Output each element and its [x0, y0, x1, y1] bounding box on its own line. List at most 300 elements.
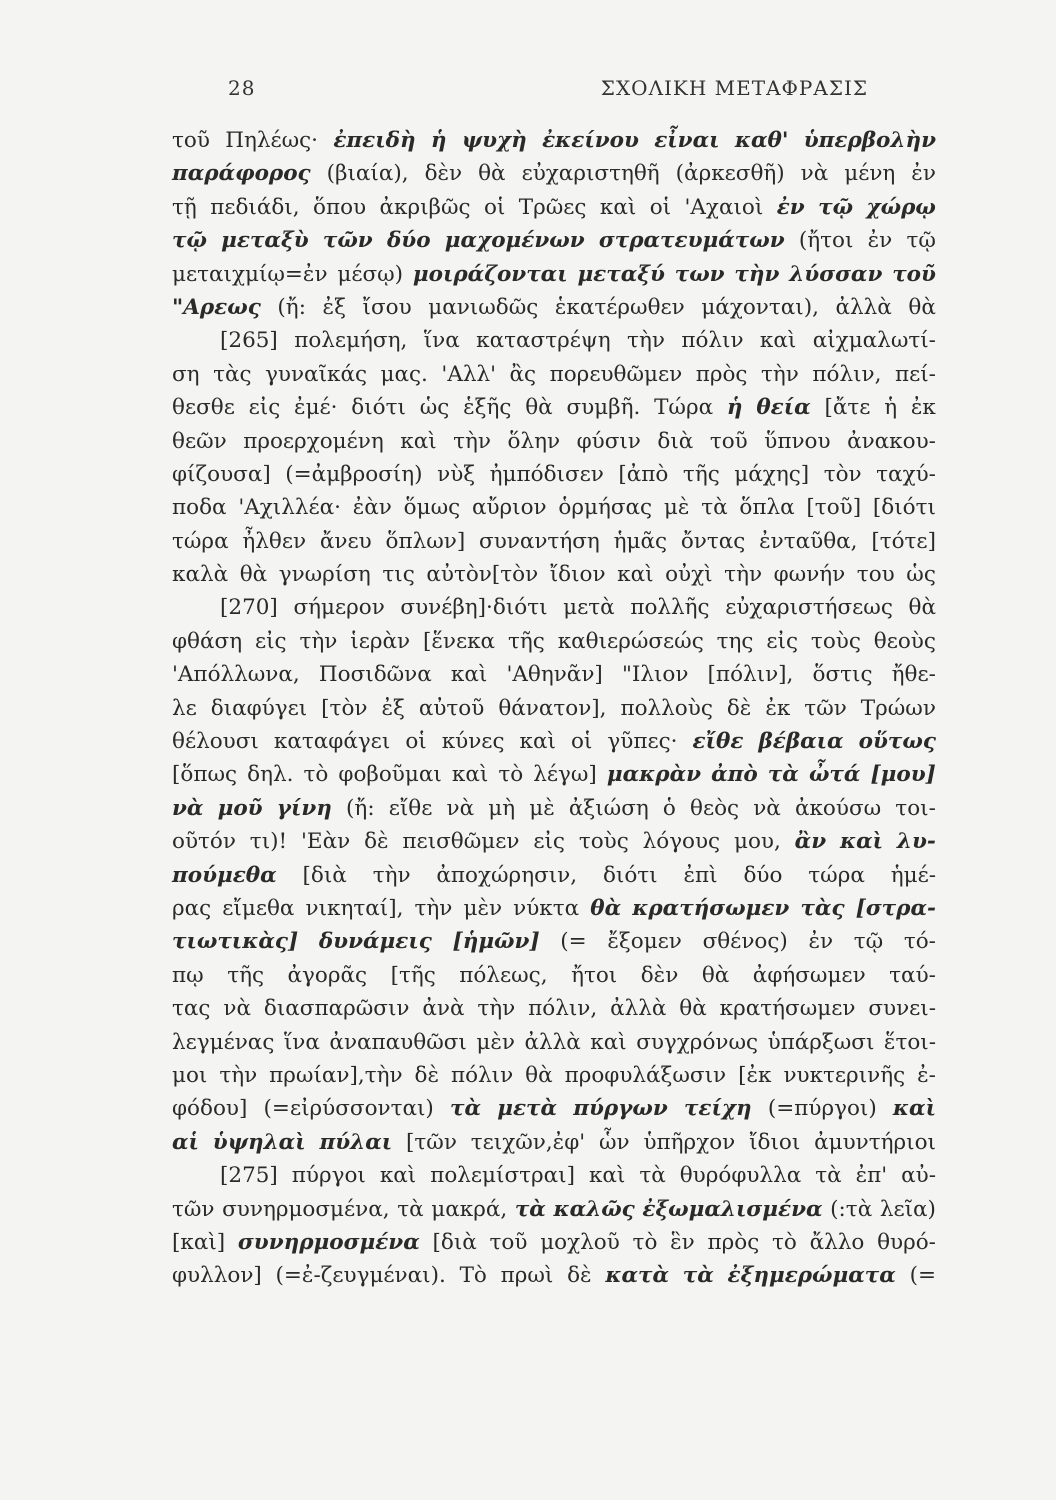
word: φωνήν — [773, 562, 846, 588]
word: [265] — [220, 328, 278, 354]
word: λόγους — [642, 829, 721, 855]
word: τὸ — [772, 1229, 797, 1255]
word: νύκτα — [513, 895, 580, 921]
word: τὰς — [213, 361, 252, 387]
word: ὅλην — [507, 428, 561, 454]
word: καὶ — [450, 662, 488, 688]
word: δὲ — [726, 695, 752, 721]
word: ἐπὶ — [683, 862, 718, 888]
word: πολεμίστραι] — [430, 1163, 575, 1189]
word: τὰς — [800, 895, 845, 921]
word: Πηλέως· — [225, 128, 319, 153]
word: των — [674, 261, 725, 287]
word: ὡς — [906, 562, 936, 588]
word: μοῦ — [217, 795, 263, 821]
word: [μου] — [870, 762, 936, 788]
word: φοβοῦμαι — [338, 762, 442, 788]
word: συγχρόνως — [636, 1029, 759, 1055]
word: ἡμέ- — [890, 862, 936, 888]
word: μοχλοῦ — [540, 1229, 620, 1255]
text-line — [172, 358, 936, 391]
word: ταχύ- — [876, 461, 936, 487]
word: Τὸ — [459, 1263, 487, 1289]
word: λεῖα) — [879, 1196, 936, 1222]
word: ἀξιώση — [568, 795, 649, 821]
word: (ἤτοι — [798, 228, 854, 254]
word: τὴν — [453, 428, 492, 454]
word: τὰ — [450, 1096, 482, 1122]
text-line — [172, 425, 936, 458]
word: τὴν — [299, 628, 338, 654]
word: ἕτοι- — [883, 1029, 936, 1055]
word: καὶ — [590, 1029, 627, 1055]
word: τῷ — [818, 194, 854, 220]
word: θὰ — [679, 996, 707, 1022]
word: [ἀπὸ — [618, 461, 669, 487]
word: 'Αχιλλέα· — [238, 495, 341, 521]
word: συμβῆ. — [566, 395, 641, 421]
word: εἴθε — [692, 729, 744, 755]
word: ἀκούσω — [794, 795, 882, 821]
word: εἴμεθα — [222, 895, 295, 921]
word: δὲ — [414, 1062, 439, 1088]
word: θὰ — [478, 161, 506, 187]
word: θὰ — [701, 962, 730, 988]
word: γῦπες· — [607, 729, 678, 755]
word: πόλιν — [450, 1062, 514, 1088]
word: φόδου] — [172, 1096, 248, 1122]
word: καὶ — [400, 428, 437, 454]
page-number: 28 — [228, 76, 256, 100]
word: ἐκ — [910, 395, 936, 421]
word: 'Αχαιοὶ — [684, 194, 764, 220]
word: κρατήσωμεν — [719, 996, 856, 1022]
word: μεταξὺ — [221, 228, 309, 254]
word: εἰς — [766, 628, 799, 654]
word: συνηρμοσμένα — [237, 1229, 420, 1255]
text-line — [172, 1126, 936, 1159]
text-line — [172, 859, 936, 892]
word: μανιωδῶς — [428, 294, 539, 320]
word: ἐν — [776, 194, 805, 220]
word: [ἄτε — [824, 395, 871, 421]
text-line — [172, 825, 936, 858]
text-line — [172, 391, 936, 424]
word: πολλῆς — [630, 595, 710, 621]
word: Ποσιδῶνα — [318, 662, 432, 688]
word: ὅπου — [313, 194, 367, 220]
word: θεσθε — [172, 395, 235, 421]
word: μὲν — [463, 895, 503, 921]
word: τὸ — [303, 762, 329, 788]
word: ἤτοι — [571, 962, 618, 988]
text-line — [172, 591, 936, 624]
word: (=πύργοι) — [767, 1096, 877, 1122]
word: σθένος) — [702, 929, 788, 955]
word: τὴν — [627, 328, 665, 354]
text-line — [172, 558, 936, 591]
word: θὰ — [525, 1062, 553, 1088]
word: δυνάμεις — [318, 929, 432, 955]
word: νὰ — [753, 795, 781, 821]
word: [διότι — [872, 495, 936, 521]
word: λυ- — [896, 829, 936, 855]
word: καλῶς — [553, 1196, 635, 1222]
word: βέβαια — [758, 729, 844, 755]
text-line — [172, 258, 936, 291]
word: τοῦ — [489, 1229, 528, 1255]
text-line — [172, 1059, 936, 1092]
word: αὔριον — [471, 495, 547, 521]
word: δὲ — [364, 829, 389, 855]
word: [στρα- — [855, 895, 936, 921]
word: πῳ — [172, 962, 204, 988]
word: οὕτως — [858, 729, 936, 755]
word: ἑξῆς — [463, 395, 512, 421]
text-line — [172, 291, 936, 324]
word: ἑκατέρωθεν — [554, 294, 685, 320]
word: καὶ — [379, 1163, 417, 1189]
word: τὴν — [414, 895, 453, 921]
word: μάχονται), — [701, 294, 819, 320]
word: [τὸν — [321, 695, 368, 721]
word: μακρὰν — [606, 762, 702, 788]
word: μαχομένων — [444, 228, 585, 254]
word: μου, — [733, 829, 781, 855]
word: καὶ — [519, 729, 556, 755]
word: τὸν — [823, 461, 862, 487]
word: καλὰ — [172, 562, 229, 588]
text-line — [172, 491, 936, 524]
word: αἰχμαλωτί- — [812, 328, 936, 354]
word: κατὰ — [605, 1263, 669, 1289]
word: (βιαία), — [326, 161, 409, 187]
word: τοι- — [895, 795, 936, 821]
word: πύργοι — [291, 1163, 366, 1189]
word: καὶ — [839, 829, 884, 855]
text-line — [172, 157, 936, 190]
word: ἀλλὰ — [610, 996, 667, 1022]
word: θὰ — [908, 595, 936, 621]
word: θεῶν — [172, 428, 227, 454]
word: ἐν — [911, 161, 936, 187]
word: "Ιλιον — [621, 662, 689, 688]
word: ἄλλο — [809, 1229, 865, 1255]
word: [διὰ — [302, 862, 347, 888]
word: ἄνευ — [319, 528, 372, 554]
word: πεδιάδι, — [210, 194, 300, 220]
word: ταύ- — [889, 962, 936, 988]
word: θεὸς — [690, 795, 740, 821]
word: καὶ — [588, 1163, 626, 1189]
word: ἡ — [726, 395, 743, 421]
word: ἀγορᾶς — [287, 962, 368, 988]
word: ση — [172, 361, 200, 387]
word: τὰ — [701, 495, 728, 521]
word: οὐχὶ — [665, 562, 713, 588]
word: γυναῖκάς — [265, 361, 367, 387]
word: πρωίαν],τὴν — [269, 1062, 403, 1088]
word: μοιράζονται — [412, 261, 568, 287]
word: τὸ — [632, 1229, 658, 1255]
word: ἐπ' — [855, 1163, 888, 1189]
word: δύο — [743, 862, 783, 888]
word: ἀκριβῶς — [379, 194, 471, 220]
word: δὲ — [567, 1263, 592, 1289]
word: τειχῶν,ἐφ' — [470, 1129, 586, 1155]
word: ἀφήσωμεν — [752, 962, 866, 988]
word: πεισθῶμεν — [402, 829, 520, 855]
word: φθάση — [172, 628, 243, 654]
word: πρωὶ — [500, 1263, 554, 1289]
word: φύσιν — [576, 428, 641, 454]
word: του — [856, 562, 895, 588]
word: ἐπειδὴ — [333, 128, 416, 153]
word: (= — [909, 1263, 936, 1289]
text-line — [172, 1193, 936, 1226]
word: τῷ — [853, 929, 884, 955]
text-line — [172, 1259, 936, 1292]
word: τὴν — [734, 261, 780, 287]
word: θυρό- — [877, 1229, 936, 1255]
word: λε — [172, 695, 197, 721]
word: νὺξ — [437, 461, 476, 487]
word: διότι — [351, 395, 406, 421]
word: σήμερον — [293, 595, 385, 621]
word: [ἐκ — [738, 1062, 772, 1088]
word: φίζουσα] — [172, 461, 271, 487]
word: ἡ — [884, 395, 898, 421]
word: κρατήσωμεν — [632, 895, 790, 921]
word: πόλιν, — [528, 996, 598, 1022]
word: θυρόφυλλα — [679, 1163, 802, 1189]
text-line — [172, 1226, 936, 1259]
word: τὸ — [498, 762, 524, 788]
word: ὁρμήσας — [558, 495, 653, 521]
word: ἀλλὰ — [524, 1029, 581, 1055]
word: τὴν — [724, 562, 763, 588]
word: θεία — [756, 395, 811, 421]
running-title: ΣΧΟΛΙΚΗ ΜΕΤΑΦΡΑΣΙΣ — [600, 76, 868, 100]
word: τὰ — [767, 762, 799, 788]
word: οῦτόν — [172, 829, 236, 855]
word: ὅπλων] — [385, 528, 466, 554]
word: πύργων — [573, 1096, 668, 1122]
word: ἡ — [430, 128, 447, 153]
word: μέσῳ) — [337, 261, 404, 287]
word: (=εἰρύσσονται) — [263, 1096, 434, 1122]
word: θέλουσι — [172, 729, 259, 755]
word: ἠμπόδισεν — [489, 461, 604, 487]
word: [ὅπως — [172, 762, 238, 788]
word: (=ἐ-ζευγμέναι). — [275, 1263, 446, 1289]
word: τιωτικὰς] — [172, 929, 299, 955]
word: μὲ — [663, 495, 690, 521]
word: τι)! — [249, 829, 288, 855]
word: εἶναι — [654, 128, 720, 153]
word: νὰ — [446, 795, 475, 821]
word: ἐξωμαλισμένα — [642, 1196, 823, 1222]
word: ρας — [172, 895, 212, 921]
word: πολεμήση, — [294, 328, 408, 354]
word: ἦλθεν — [242, 528, 307, 554]
word: προφυλάξωσιν — [564, 1062, 727, 1088]
word: νὰ — [172, 795, 204, 821]
word: ἀλλὰ — [835, 294, 892, 320]
text-line — [172, 1026, 936, 1059]
word: πολλοὺς — [620, 695, 713, 721]
text-line — [172, 792, 936, 825]
word: ἐμέ· — [294, 395, 338, 421]
word: ἐν — [808, 929, 834, 955]
word: [τῶν — [406, 1129, 457, 1155]
word: οἱ — [649, 194, 672, 220]
word: [270] — [220, 595, 278, 621]
word: ἐκ — [765, 695, 791, 721]
word: τῶν — [322, 228, 373, 254]
word: διὰ — [657, 428, 694, 454]
word: ὑπῆρχον — [643, 1129, 736, 1155]
text-line — [172, 892, 936, 925]
word: τῆς — [227, 962, 265, 988]
text-line — [172, 959, 936, 992]
text-line — [172, 658, 936, 691]
word: μοι — [172, 1062, 208, 1088]
word: ἀμυντήριοι — [814, 1129, 936, 1155]
word: (ἤ: — [277, 294, 306, 320]
word: δηλ. — [247, 762, 294, 788]
word: τώρα — [808, 862, 865, 888]
word: [πόλιν], — [707, 662, 794, 688]
word: ὑπάρξωσι — [767, 1029, 875, 1055]
word: τὴν — [477, 996, 516, 1022]
word: πεί- — [894, 361, 936, 387]
word: κύνες — [441, 729, 505, 755]
word: καταφάγει — [273, 729, 391, 755]
word: Τώρα — [654, 395, 714, 421]
word: μετὰ — [563, 595, 615, 621]
text-line — [172, 1092, 936, 1125]
word: πύλαι — [319, 1129, 393, 1155]
word: ἵνα — [423, 328, 460, 354]
word: ἐκείνου — [542, 128, 639, 153]
word: διαφύγει — [210, 695, 308, 721]
word: καθ' — [734, 128, 789, 153]
word: λύσσαν — [789, 261, 883, 287]
word: ἐνταῦθα, — [759, 528, 858, 554]
word: τὰ — [815, 1163, 842, 1189]
word: καὶ — [599, 194, 637, 220]
word: θὰ — [525, 395, 553, 421]
word: εἰς — [248, 395, 281, 421]
word: πόλιν, — [812, 361, 882, 387]
word: ὅμως — [403, 495, 461, 521]
word: γνωρίση — [278, 562, 371, 588]
word: εἰς — [254, 628, 287, 654]
word: τοῦ — [892, 261, 936, 287]
word: 'Εὰν — [301, 829, 351, 855]
word: δὲν — [424, 161, 463, 187]
word: νὰ — [800, 161, 829, 187]
word: δὲν — [640, 962, 679, 988]
word: διότι — [602, 862, 658, 888]
word: πόλεως, — [459, 962, 548, 988]
word: [τότε] — [871, 528, 936, 554]
word: εὐχαριστήσεως — [725, 595, 893, 621]
text-line — [172, 525, 936, 558]
word: (= — [560, 929, 587, 955]
word: 'Αθηνᾶν] — [506, 662, 603, 688]
word: αἱ — [172, 1129, 199, 1155]
word: πούμεθα — [172, 862, 277, 888]
page-header — [228, 76, 868, 100]
text-line — [172, 725, 936, 758]
text-line — [172, 324, 936, 357]
word: καὶ — [451, 762, 489, 788]
word: ἐὰν — [352, 495, 392, 521]
word: ἐξ — [381, 695, 405, 721]
word: τὰ — [682, 1263, 714, 1289]
word: οἱ — [570, 729, 593, 755]
word: [καὶ] — [172, 1229, 226, 1255]
word: ὅπλα — [739, 495, 795, 521]
word: ὁ — [662, 795, 676, 821]
word: ὑπερβολὴν — [803, 128, 936, 153]
word: ἡμᾶς — [613, 528, 668, 554]
text-line — [172, 625, 936, 658]
word: τις — [382, 562, 415, 588]
text-line — [172, 191, 936, 224]
word: ἓν — [670, 1229, 695, 1255]
word: γίνη — [276, 795, 332, 821]
word: αὐ- — [901, 1163, 936, 1189]
text-line — [172, 1159, 936, 1192]
word: "Αρεως — [172, 294, 261, 320]
word: τὴν — [761, 361, 799, 387]
text-line — [172, 224, 936, 257]
text-line — [172, 692, 936, 725]
word: ἔξομεν — [607, 929, 682, 955]
word: δύο — [386, 228, 431, 254]
word: μὲ — [529, 795, 555, 821]
word: τὰ — [514, 1196, 546, 1222]
word: τό- — [903, 929, 936, 955]
word: ἤθε- — [891, 662, 936, 688]
word: εἴθε — [388, 795, 433, 821]
word: 'Απόλλωνα, — [172, 662, 300, 688]
word: ἀπὸ — [711, 762, 758, 788]
text-line — [172, 992, 936, 1025]
word: τοῦ — [709, 428, 748, 454]
word: νυκτερινῆς — [783, 1062, 906, 1088]
word: (=ἀμβροσίη) — [285, 461, 423, 487]
word: νικηταί], — [305, 895, 404, 921]
word: οἱ — [483, 194, 506, 220]
word: διασπαρῶσιν — [263, 996, 410, 1022]
word: [τοῦ] — [806, 495, 862, 521]
word: μας. — [380, 361, 428, 387]
word: τῶν — [172, 1196, 215, 1222]
word: [ἕνεκα — [422, 628, 496, 654]
word: καὶ — [892, 1096, 936, 1122]
word: ἂν — [794, 829, 827, 855]
word: πορευθῶμεν — [549, 361, 683, 387]
word: ἀνακου- — [847, 428, 936, 454]
word: τὰ — [639, 1163, 666, 1189]
word: τῷ — [172, 228, 207, 254]
word: μὲν — [476, 1029, 515, 1055]
word: θὰ — [239, 562, 268, 588]
